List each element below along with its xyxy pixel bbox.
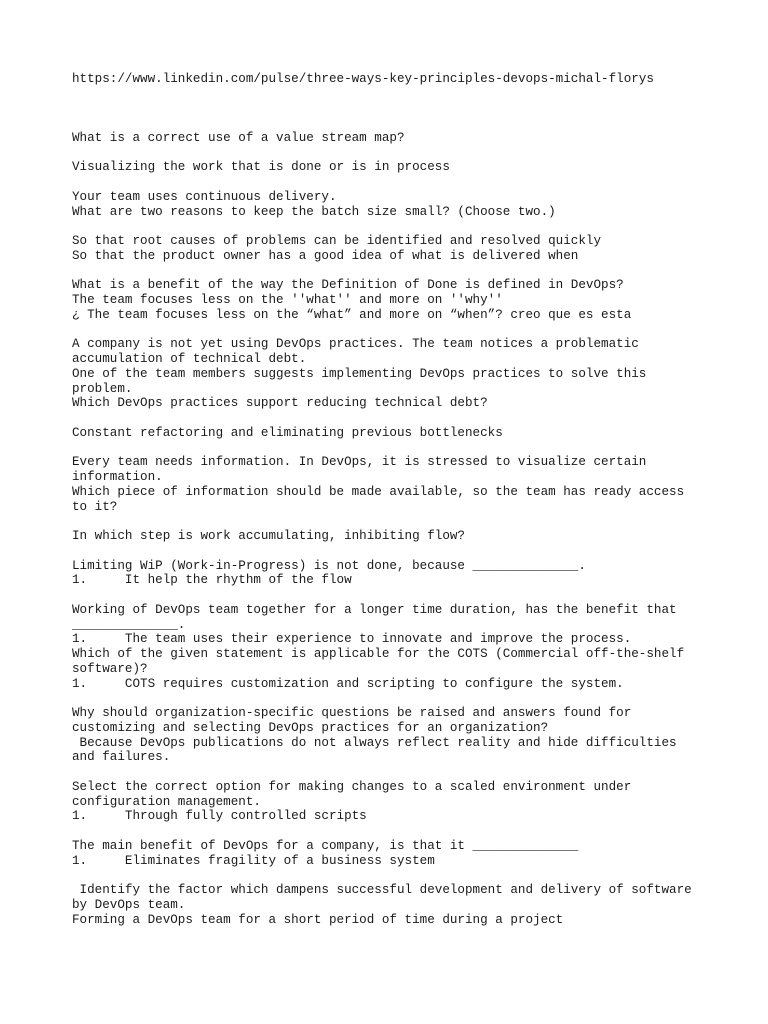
paragraph-gap xyxy=(72,824,702,839)
text-line: by DevOps team. xyxy=(72,897,186,912)
text-line: So that root causes of problems can be identified and resolved quickly xyxy=(72,234,602,248)
paragraph-gap xyxy=(72,514,702,529)
paragraph-gap xyxy=(72,441,702,456)
text-line: Select the correct option for making changes to a scaled environment under xyxy=(72,779,632,794)
paragraph-gap xyxy=(72,323,702,338)
text-line: What are two reasons to keep the batch size small? (Choose two.) xyxy=(72,204,556,219)
text-line: ______________. xyxy=(72,617,186,632)
paragraph xyxy=(72,337,702,411)
text-line: problem. xyxy=(72,381,133,396)
text-line: 1. It help the rhythm of the flow xyxy=(72,573,352,588)
text-line: What is a correct use of a value stream map? xyxy=(72,130,405,145)
text-line: accumulation of technical debt. xyxy=(72,352,307,366)
text-line: software)? xyxy=(72,661,148,676)
paragraph xyxy=(72,706,702,765)
text-line: A company is not yet using DevOps practices. The team notices a problematic xyxy=(72,337,639,352)
paragraph-gap xyxy=(72,765,702,780)
text-line: 1. The team uses their experience to innovate and improve the process. xyxy=(72,632,632,647)
text-line: information. xyxy=(72,470,163,484)
source-url: https://www.linkedin.com/pulse/three-ways-key-principles-devops-michal-florys xyxy=(72,72,654,86)
text-line: Your team uses continuous delivery. xyxy=(72,189,337,204)
paragraph xyxy=(72,883,702,927)
paragraph xyxy=(72,160,702,175)
paragraph xyxy=(72,278,702,322)
document-body xyxy=(72,131,702,928)
spacer xyxy=(72,87,702,131)
text-line: Which DevOps practices support reducing technical debt? xyxy=(72,396,488,411)
paragraph xyxy=(72,839,702,869)
paragraph-gap xyxy=(72,219,702,234)
document-page xyxy=(72,72,702,927)
text-line: 1. Eliminates fragility of a business system xyxy=(72,853,435,868)
paragraph xyxy=(72,234,702,264)
paragraph xyxy=(72,131,702,146)
paragraph xyxy=(72,426,702,441)
text-line: configuration management. xyxy=(72,794,261,809)
text-line: Which piece of information should be made available, so the team has ready access xyxy=(72,484,685,499)
text-line: The team focuses less on the ''what'' and more on ''why'' xyxy=(72,293,503,307)
text-line: Which of the given statement is applicable for the COTS (Commercial off-the-shelf xyxy=(72,647,685,661)
text-line: Constant refactoring and eliminating previous bottlenecks xyxy=(72,425,503,440)
text-line: So that the product owner has a good idea of what is delivered when xyxy=(72,248,579,263)
text-line: In which step is work accumulating, inhibiting flow? xyxy=(72,529,465,543)
text-line: One of the team members suggests implementing DevOps practices to solve this xyxy=(72,366,647,381)
paragraph xyxy=(72,559,702,589)
text-line: 1. COTS requires customization and scripting to configure the system. xyxy=(72,676,624,691)
text-line: Every team needs information. In DevOps, it is stressed to visualize certain xyxy=(72,455,647,470)
text-line: The main benefit of DevOps for a company, is that it ______________ xyxy=(72,838,579,853)
paragraph-gap xyxy=(72,691,702,706)
text-line: Forming a DevOps team for a short period of time during a project xyxy=(72,912,564,927)
text-line: What is a benefit of the way the Definition of Done is defined in DevOps? xyxy=(72,278,624,293)
paragraph-gap xyxy=(72,146,702,161)
paragraph-gap xyxy=(72,588,702,603)
paragraph-gap xyxy=(72,175,702,190)
paragraph-gap xyxy=(72,544,702,559)
text-line: Limiting WiP (Work-in-Progress) is not done, because ______________. xyxy=(72,558,586,573)
text-line: and failures. xyxy=(72,750,171,765)
paragraph-gap xyxy=(72,868,702,883)
text-line: customizing and selecting DevOps practices for an organization? xyxy=(72,720,549,735)
text-line: Visualizing the work that is done or is in process xyxy=(72,160,450,175)
paragraph xyxy=(72,529,702,544)
text-line: Because DevOps publications do not always reflect reality and hide difficulties xyxy=(72,735,677,750)
paragraph-gap xyxy=(72,264,702,279)
text-line: Why should organization-specific questions be raised and answers found for xyxy=(72,706,632,720)
text-line: to it? xyxy=(72,499,118,514)
text-line: ¿ The team focuses less on the “what” and more on “when”? creo que es esta xyxy=(72,307,632,322)
paragraph xyxy=(72,455,702,514)
paragraph xyxy=(72,190,702,220)
paragraph xyxy=(72,603,702,692)
text-line: 1. Through fully controlled scripts xyxy=(72,809,367,824)
paragraph-gap xyxy=(72,411,702,426)
text-line: Identify the factor which dampens successful development and delivery of software xyxy=(72,883,692,897)
paragraph xyxy=(72,780,702,824)
text-line: Working of DevOps team together for a longer time duration, has the benefit that xyxy=(72,602,677,617)
